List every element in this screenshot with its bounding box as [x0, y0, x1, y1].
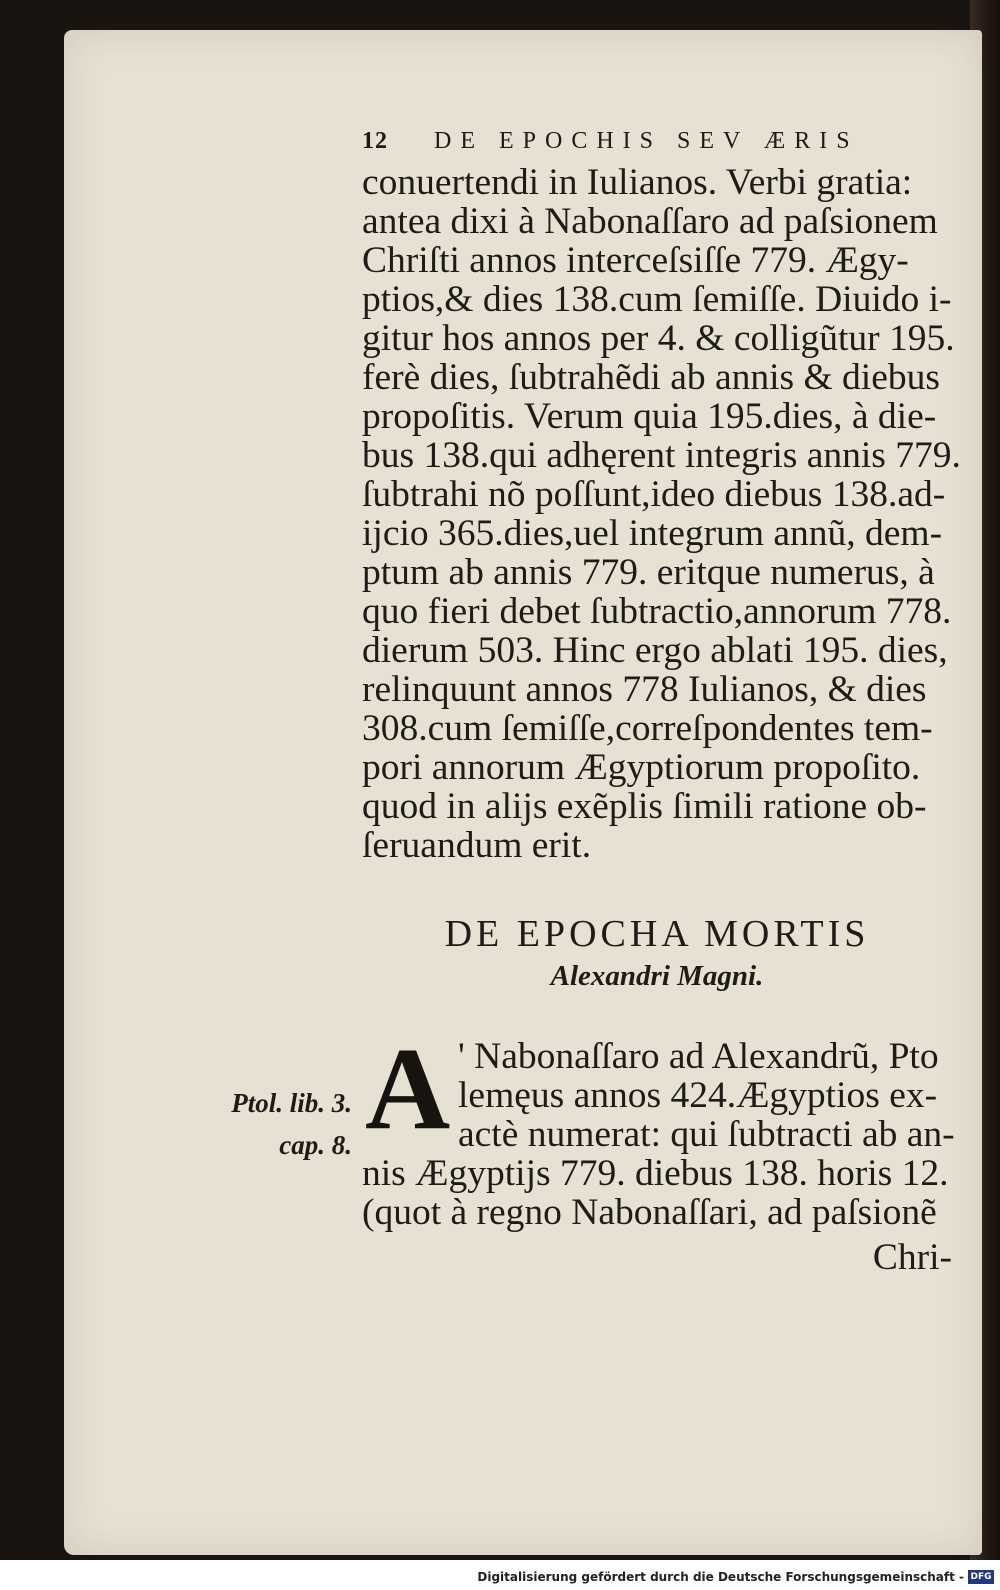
section-title: DE EPOCHA MORTIS	[444, 913, 870, 955]
paragraph-2-indented	[458, 1037, 958, 1154]
margin-note-line-2: cap. 8.	[279, 1130, 352, 1160]
section-subtitle: Alexandri Magni.	[550, 960, 764, 992]
paragraph-1	[362, 162, 961, 866]
catchword: Chri-	[872, 1237, 952, 1278]
text-line: pori annorum Ægyptiorum propoſito.	[362, 747, 921, 788]
text-line: quo fieri debet ſubtractio,annorum 778.	[362, 591, 952, 632]
text-line: ' Nabonaſſaro ad Alexandrũ, Pto	[458, 1036, 939, 1077]
text-line: (quot à regno Nabonaſſari, ad paſsionẽ	[362, 1192, 937, 1233]
text-line: conuertendi in Iulianos. Verbi gratia:	[362, 162, 913, 203]
text-line: relinquunt annos 778 Iulianos, & dies	[362, 669, 927, 710]
text-line: ſubtrahi nõ poſſunt,ideo diebus 138.ad-	[362, 474, 946, 515]
running-title: DE EPOCHIS SEV ÆRIS	[434, 128, 859, 154]
text-line: propoſitis. Verum quia 195.dies, à die-	[362, 396, 937, 437]
text-line: ptum ab annis 779. eritque numerus, à	[362, 552, 935, 593]
funding-notice: Digitalisierung gefördert durch die Deutsche Forschungsgemeinschaft -	[477, 1570, 964, 1584]
text-line: Chriſti annos interceſsiſſe 779. Ægy-	[362, 240, 909, 281]
footer-bar	[0, 1560, 1000, 1590]
paragraph-2-full	[362, 1154, 952, 1232]
text-line: gitur hos annos per 4. & colligũtur 195.	[362, 318, 955, 359]
dfg-logo-icon: DFG	[968, 1570, 994, 1584]
text-line: nis Ægyptijs 779. diebus 138. horis 12.	[362, 1153, 949, 1194]
page-number: 12	[362, 128, 388, 154]
drop-cap-initial: A	[365, 1023, 451, 1154]
text-line: antea dixi à Nabonaſſaro ad paſsionem	[362, 201, 938, 242]
text-line: bus 138.qui adhęrent integris annis 779.	[362, 435, 961, 476]
running-head	[362, 128, 872, 155]
text-line: 308.cum ſemiſſe,correſpondentes tem-	[362, 708, 933, 749]
text-line: quod in alijs exẽplis ſimili ratione ob-	[362, 786, 927, 827]
text-line: ijcio 365.dies,uel integrum annũ, dem-	[362, 513, 943, 554]
text-line: ſeruandum erit.	[362, 825, 592, 866]
text-line: dierum 503. Hinc ergo ablati 195. dies,	[362, 630, 948, 671]
text-line: actè numerat: qui ſubtracti ab an-	[458, 1114, 955, 1155]
text-line: ptios,& dies 138.cum ſemiſſe. Diuido i-	[362, 279, 952, 320]
text-line: lemęus annos 424.Ægyptios ex-	[458, 1075, 938, 1116]
text-line: ferè dies, ſubtrahẽdi ab annis & diebus	[362, 357, 940, 398]
margin-note-line-1: Ptol. lib. 3.	[231, 1088, 352, 1118]
